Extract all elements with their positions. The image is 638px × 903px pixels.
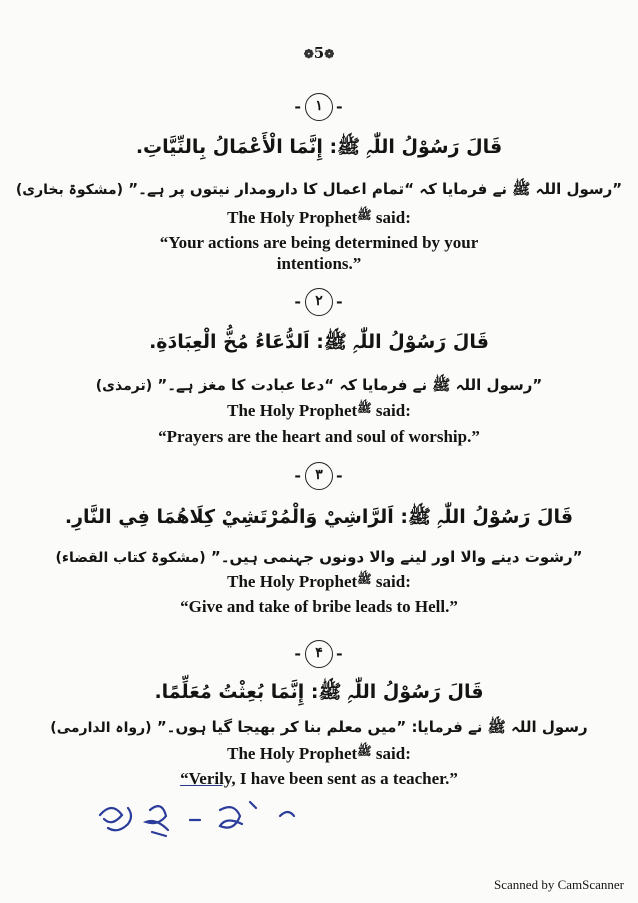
english-quote-1: “Your actions are being determined by your intentions.” (159, 233, 479, 273)
english-quote-2: “Prayers are the heart and soul of worship.” (158, 427, 480, 446)
urdu-translation-1: ”رسول اللہ ﷺ نے فرمایا کہ “تمام اعمال کا دارومدار نیتوں پر ہے۔” (مشکوۃ بخاری) (15, 180, 623, 198)
section-divider-1: - ١ - (0, 93, 638, 121)
english-heading-4: The Holy Prophet$^ﷺ$ said: (227, 744, 411, 763)
arabic-hadith-1: قَالَ رَسُوْلُ اللّٰہِ ﷺ: إِنَّمَا الْأَعْمَالُ بِالنِّيَّاتِ. (135, 136, 503, 158)
page-number: ❁5❁ (303, 44, 335, 62)
handwritten-signature (90, 790, 350, 850)
english-heading-1: The Holy Prophet$^ﷺ$ said: (227, 208, 411, 227)
underlined-word: “Verily, (180, 769, 236, 788)
english-quote-3: “Give and take of bribe leads to Hell.” (180, 597, 458, 616)
urdu-translation-4: رسول اللہ ﷺ نے فرمایا: ”میں معلم بنا کر بھیجا گیا ہوں۔” (رواہ الدارمی) (50, 718, 588, 736)
urdu-translation-3: ”رشوت دینے والا اور لینے والا دونوں جہنمی ہیں۔” (مشکوۃ کتاب القضاء) (55, 548, 583, 566)
english-quote-4: “Verily, I have been sent as a teacher.” (180, 769, 458, 788)
english-heading-3: The Holy Prophet$^ﷺ$ said: (227, 572, 411, 591)
arabic-hadith-2: قَالَ رَسُوْلُ اللّٰہِ ﷺ: اَلدُّعَاءُ مُخُّ الْعِبَادَةِ. (149, 331, 489, 353)
scanner-watermark: Scanned by CamScanner (494, 877, 624, 892)
section-divider-4: - ۴ - (0, 640, 638, 668)
section-divider-3: - ٣ - (0, 462, 638, 490)
english-heading-2: The Holy Prophet$^ﷺ$ said: (227, 401, 411, 420)
section-divider-2: - ٢ - (0, 288, 638, 316)
urdu-translation-2: ”رسول اللہ ﷺ نے فرمایا کہ “دعا عبادت کا مغز ہے۔” (ترمذی) (95, 376, 543, 394)
arabic-hadith-3: قَالَ رَسُوْلُ اللّٰہِ ﷺ: اَلرَّاشِيْ وَالْمُرْتَشِيْ كِلَاهُمَا فِي النَّارِ. (64, 506, 574, 528)
arabic-hadith-4: قَالَ رَسُوْلُ اللّٰہِ ﷺ: إِنَّمَا بُعِثْتُ مُعَلِّمًا. (154, 681, 484, 703)
